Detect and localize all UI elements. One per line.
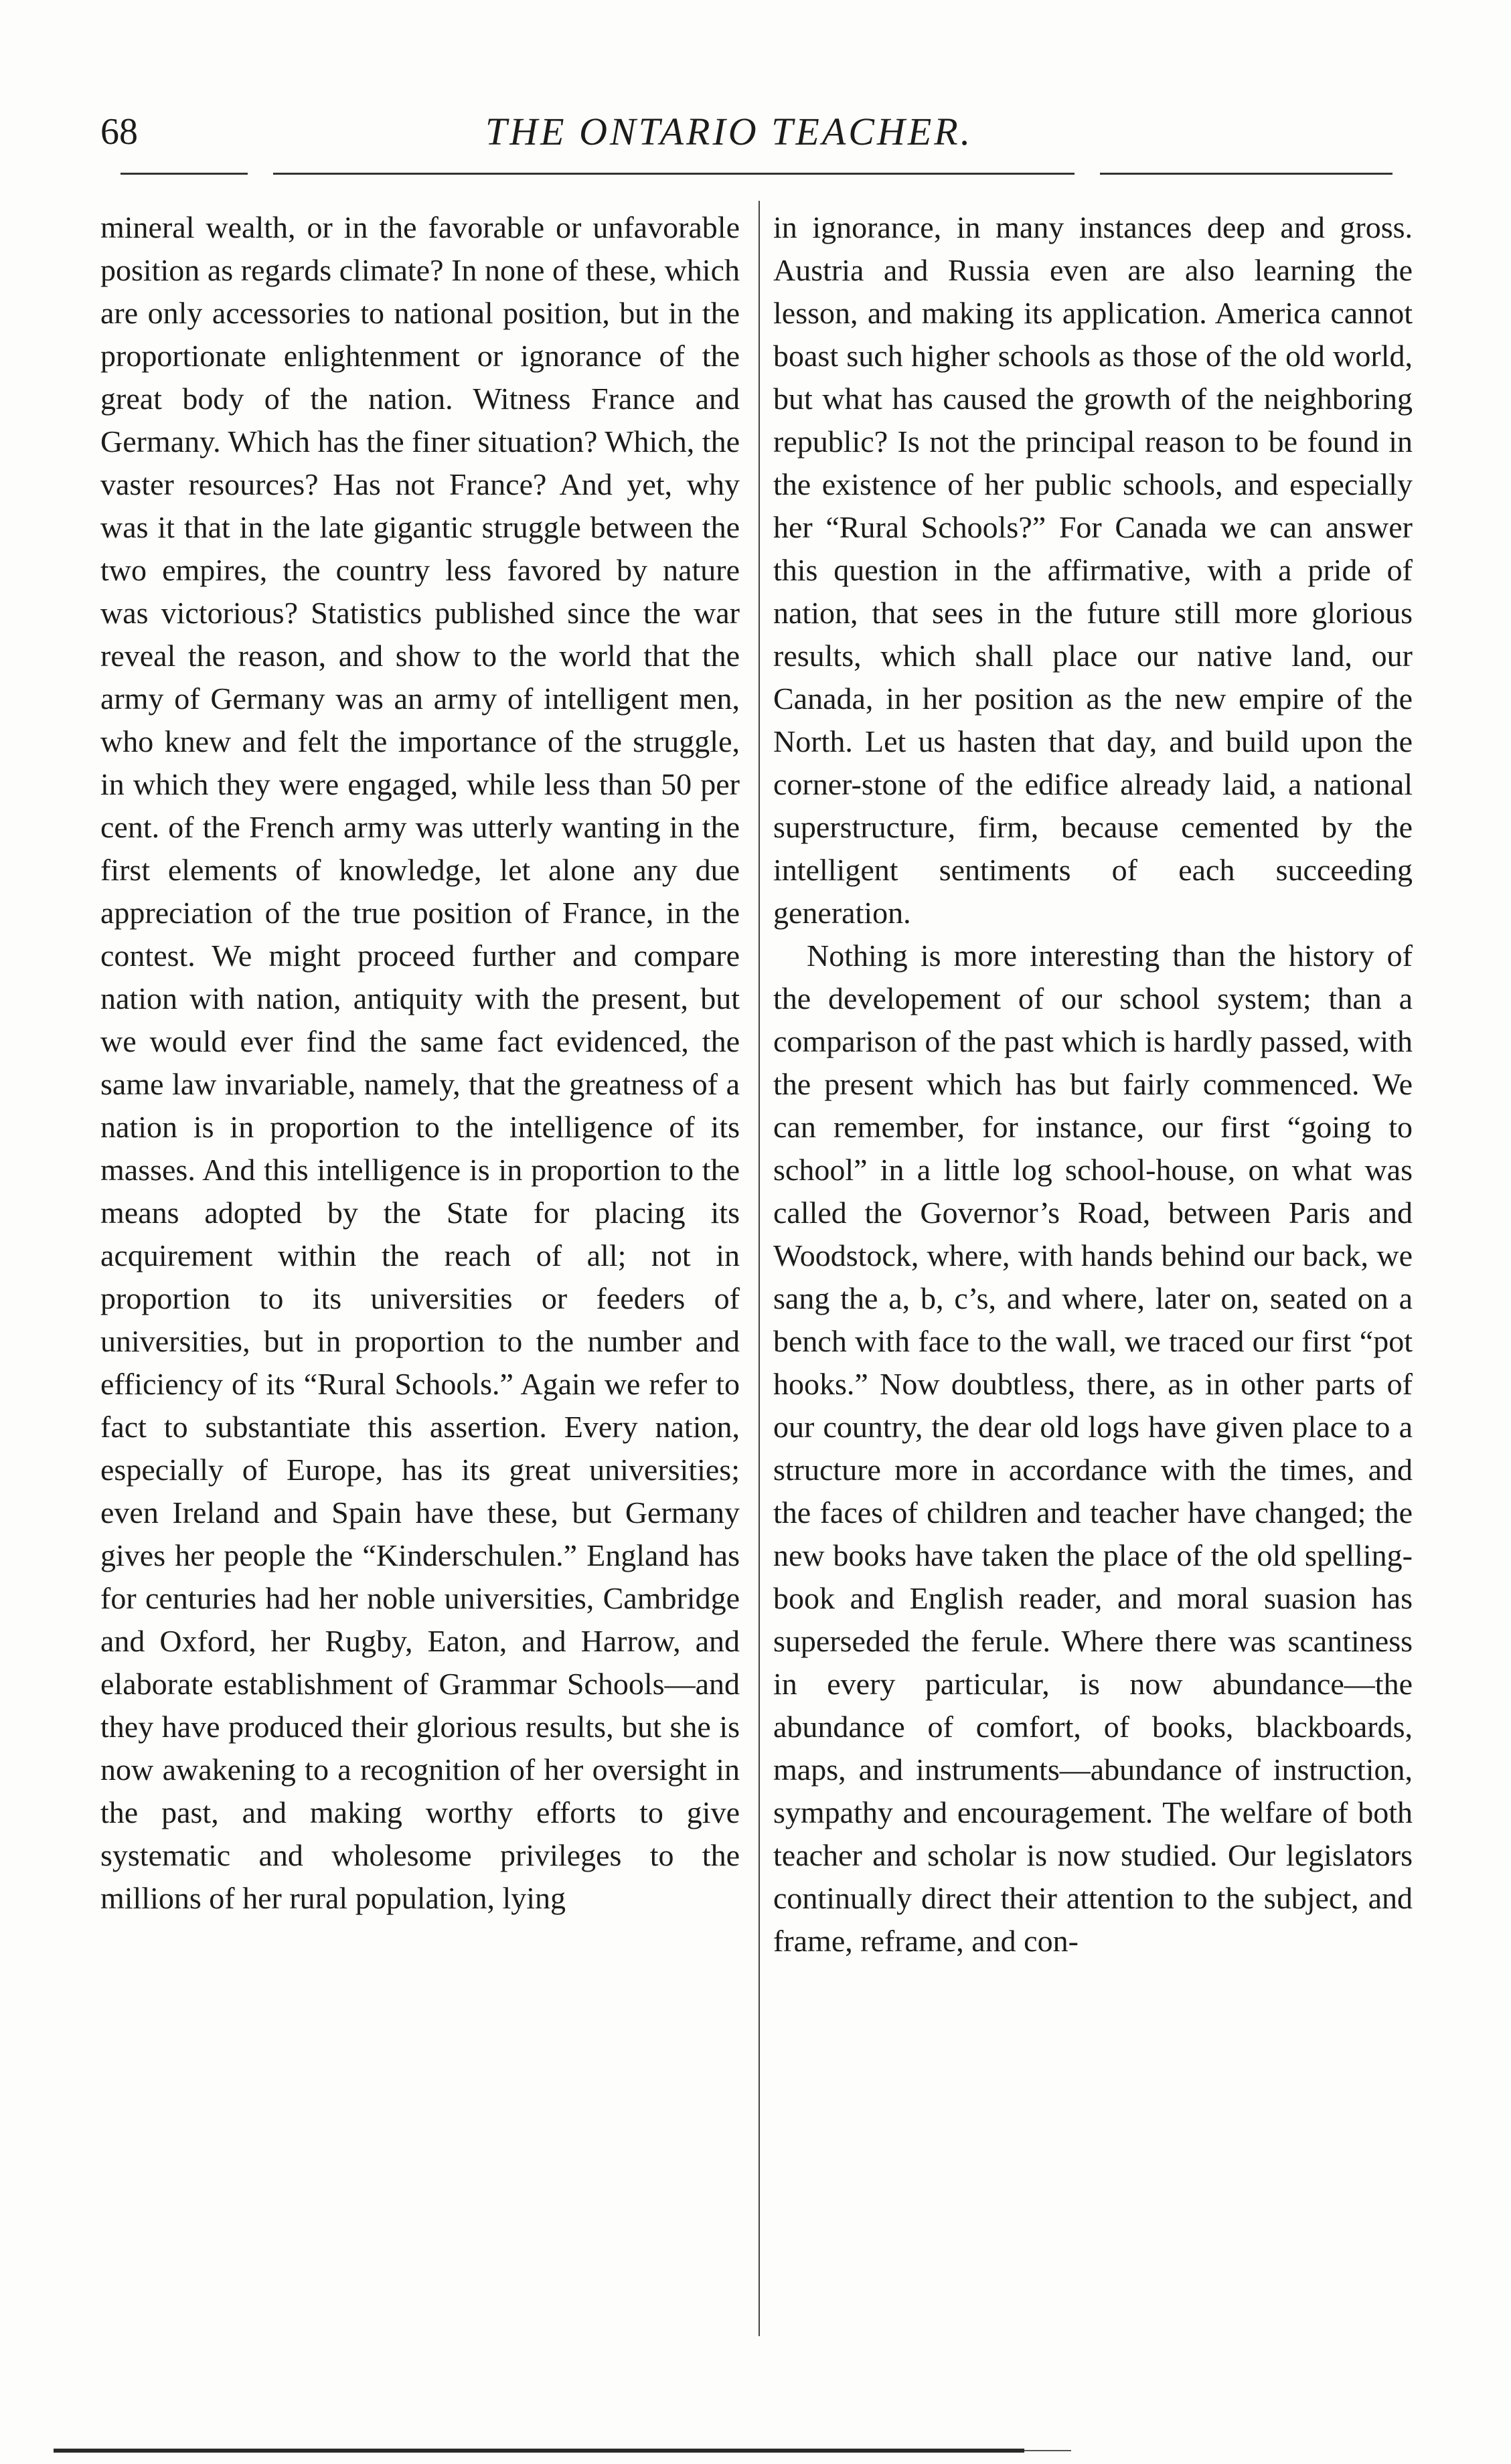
column-divider <box>759 201 760 2336</box>
running-title: THE ONTARIO TEACHER. <box>485 110 973 153</box>
paragraph: mineral wealth, or in the favorable or unfavorable position as regards climate? In none of these, which are only accessories to national position, but in the proportionate enlightenment or ignorance of the great body of the nation. Witness France and Germany. Which has the finer situation? Which, the vaster resources? Has not France? And yet, why was it that in the late gigantic struggle between the two empires, the country less favored by nature was victorious? Statistics published since the war reveal the reason, and show to the world that the army of Germany was an army of intelligent men, who knew and felt the importance of the struggle, in which they were engaged, while less than 50 per cent. of the French army was utterly wanting in the first elements of knowledge, let alone any due appreciation of the true position of France, in the contest. We might proceed further and compare nation with nation, antiquity with the present, but we would ever find the same fact evidenced, the same law invariable, namely, that the greatness of a nation is in proportion to the intelligence of its masses. And this intelligence is in proportion to the means adopted by the State for placing its acquirement within the reach of all; not in proportion to its universities or feeders of universities, but in proportion to the number and efficiency of its “Rural Schools.” Again we refer to fact to substantiate this assertion. Every nation, especially of Europe, has its great universities; even Ireland and Spain have these, but Germany gives her people the “Kinderschulen.” England has for centuries had her noble universities, Cambridge and Oxford, her Rugby, Eaton, and Harrow, and elaborate establishment of Grammar Schools—and they have produced their glorious results, but she is now awakening to a recognition of her oversight in the past, and making worthy efforts to give systematic and wholesome privileges to the millions of her rural population, lying <box>100 210 740 1915</box>
page-header <box>100 108 1406 155</box>
page-number: 68 <box>100 111 138 153</box>
header-rule <box>121 173 1393 175</box>
left-column <box>100 206 740 1920</box>
footer-rule-tail <box>1024 2450 1071 2451</box>
paragraph: in ignorance, in many instances deep and gross. Austria and Russia even are also learning the lesson, and making its application. America cannot boast such higher schools as those of the old world, but what has caused the growth of the neighboring republic? Is not the principal reason to be found in the existence of her public schools, and especially her “Rural Schools?” For Canada we can answer this question in the affirmative, with a pride of nation, that sees in the future still more glorious results, which shall place our native land, our Canada, in her position as the new empire of the North. Let us hasten that day, and build upon the corner-stone of the edifice already laid, a national superstructure, firm, because cemented by the intelligent sentiments of each succeeding generation. <box>773 210 1413 930</box>
right-column <box>773 206 1413 1963</box>
footer-rule <box>54 2449 1024 2453</box>
paragraph: Nothing is more interesting than the history of the developement of our school system; than a comparison of the past which is hardly passed, with the present which has but fairly commenced. We can remember, for instance, our first “going to school” in a little log school-house, on what was called the Governor’s Road, between Paris and Woodstock, where, with hands behind our back, we sang the a, b, c’s, and where, later on, seated on a bench with face to the wall, we traced our first “pot hooks.” Now doubtless, there, as in other parts of our country, the dear old logs have given place to a structure more in accordance with the times, and the faces of children and teacher have changed; the new books have taken the place of the old spelling-book and English reader, and moral suasion has superseded the ferule. Where there was scantiness in every particular, is now abundance—the abundance of comfort, of books, blackboards, maps, and instruments—abundance of instruction, sympathy and encouragement. The welfare of both teacher and scholar is now studied. Our legislators continually direct their attention to the subject, and frame, reframe, and con- <box>773 938 1413 1958</box>
